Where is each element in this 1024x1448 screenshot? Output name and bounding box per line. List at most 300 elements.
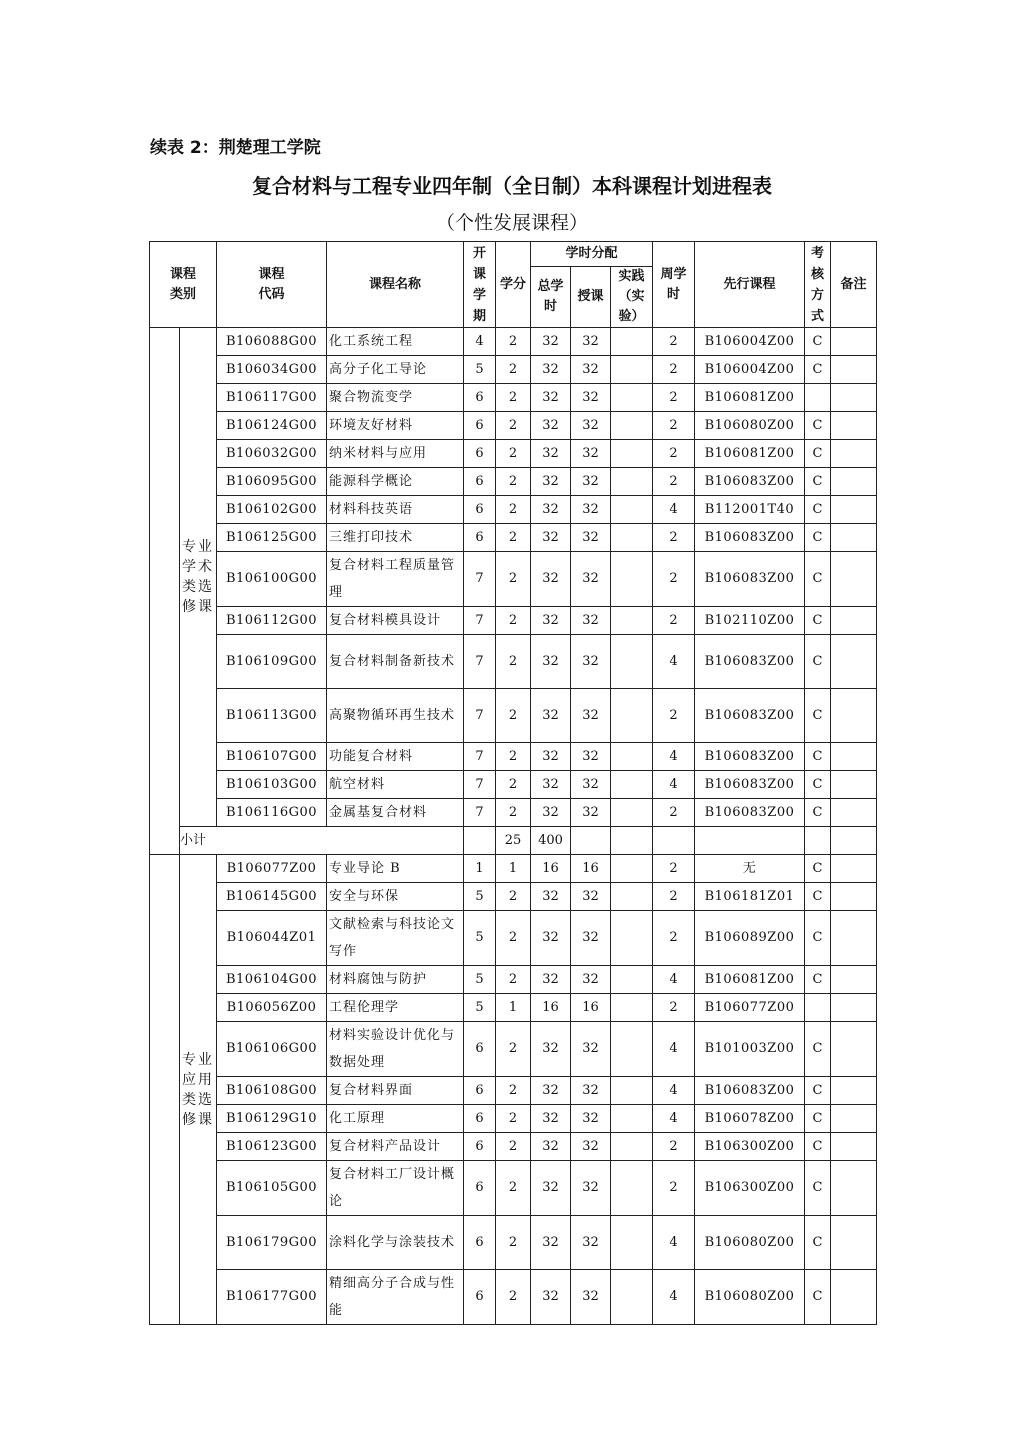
course-weekly-hours: 2	[653, 440, 695, 468]
course-exam-method: C	[805, 966, 831, 994]
course-remark	[831, 994, 877, 1022]
course-total-hours: 32	[531, 883, 571, 911]
course-code: B106103G00	[217, 771, 327, 799]
course-name: 材料科技英语	[327, 496, 464, 524]
course-total-hours: 32	[531, 524, 571, 552]
course-credit: 2	[496, 1216, 531, 1270]
course-lecture-hours: 32	[571, 328, 611, 356]
subtotal-weekly	[653, 827, 695, 855]
course-weekly-hours: 2	[653, 524, 695, 552]
course-remark	[831, 911, 877, 966]
course-exam-method: C	[805, 468, 831, 496]
course-practice-hours	[611, 994, 653, 1022]
course-semester: 7	[464, 552, 496, 607]
course-weekly-hours: 2	[653, 994, 695, 1022]
course-semester: 7	[464, 635, 496, 689]
course-credit: 2	[496, 689, 531, 743]
course-exam-method: C	[805, 1077, 831, 1105]
course-total-hours: 32	[531, 1161, 571, 1216]
course-remark	[831, 496, 877, 524]
course-semester: 6	[464, 1077, 496, 1105]
table-row	[150, 911, 877, 966]
course-weekly-hours: 2	[653, 855, 695, 883]
course-credit: 2	[496, 743, 531, 771]
course-name: 复合材料工厂设计概论	[327, 1161, 464, 1216]
course-lecture-hours: 32	[571, 1161, 611, 1216]
table-row	[150, 496, 877, 524]
table-row	[150, 994, 877, 1022]
course-name: 安全与环保	[327, 883, 464, 911]
course-code: B106109G00	[217, 635, 327, 689]
course-exam-method: C	[805, 328, 831, 356]
course-code: B106032G00	[217, 440, 327, 468]
course-prerequisite: B106004Z00	[695, 356, 805, 384]
course-semester: 6	[464, 1022, 496, 1077]
course-credit: 2	[496, 384, 531, 412]
course-name: 环境友好材料	[327, 412, 464, 440]
course-lecture-hours: 32	[571, 799, 611, 827]
course-credit: 2	[496, 412, 531, 440]
course-prerequisite: B102110Z00	[695, 607, 805, 635]
course-name: 精细高分子合成与性能	[327, 1270, 464, 1325]
course-semester: 6	[464, 1270, 496, 1325]
course-lecture-hours: 32	[571, 1105, 611, 1133]
course-semester: 7	[464, 799, 496, 827]
course-weekly-hours: 2	[653, 1133, 695, 1161]
course-credit: 2	[496, 607, 531, 635]
course-semester: 5	[464, 911, 496, 966]
subtotal-practice	[611, 827, 653, 855]
course-code: B106107G00	[217, 743, 327, 771]
course-lecture-hours: 32	[571, 966, 611, 994]
course-remark	[831, 356, 877, 384]
course-code: B106104G00	[217, 966, 327, 994]
course-total-hours: 32	[531, 1216, 571, 1270]
table-row	[150, 524, 877, 552]
table-row	[150, 689, 877, 743]
course-total-hours: 32	[531, 799, 571, 827]
course-lecture-hours: 32	[571, 552, 611, 607]
course-total-hours: 32	[531, 412, 571, 440]
course-practice-hours	[611, 911, 653, 966]
course-code: B106117G00	[217, 384, 327, 412]
course-practice-hours	[611, 440, 653, 468]
course-prerequisite: B106081Z00	[695, 966, 805, 994]
course-lecture-hours: 32	[571, 412, 611, 440]
course-exam-method: C	[805, 1216, 831, 1270]
course-total-hours: 32	[531, 607, 571, 635]
course-practice-hours	[611, 855, 653, 883]
course-remark	[831, 771, 877, 799]
course-credit: 2	[496, 799, 531, 827]
course-weekly-hours: 4	[653, 1216, 695, 1270]
course-lecture-hours: 32	[571, 1270, 611, 1325]
course-total-hours: 32	[531, 1022, 571, 1077]
course-exam-method: C	[805, 1270, 831, 1325]
course-lecture-hours: 32	[571, 883, 611, 911]
course-semester: 1	[464, 855, 496, 883]
course-semester: 6	[464, 524, 496, 552]
course-exam-method: C	[805, 412, 831, 440]
course-name: 复合材料产品设计	[327, 1133, 464, 1161]
course-lecture-hours: 32	[571, 524, 611, 552]
course-lecture-hours: 32	[571, 440, 611, 468]
course-semester: 6	[464, 1161, 496, 1216]
table-row	[150, 552, 877, 607]
category-label: 专业应用类选修课	[180, 855, 217, 1325]
table-row	[150, 1270, 877, 1325]
header-weekly-hours: 周学时	[653, 242, 695, 328]
course-total-hours: 32	[531, 328, 571, 356]
course-lecture-hours: 32	[571, 1022, 611, 1077]
course-practice-hours	[611, 607, 653, 635]
document-subtitle: （个性发展课程）	[435, 212, 588, 234]
course-total-hours: 32	[531, 468, 571, 496]
course-total-hours: 32	[531, 911, 571, 966]
course-code: B106113G00	[217, 689, 327, 743]
course-exam-method: C	[805, 689, 831, 743]
course-weekly-hours: 2	[653, 552, 695, 607]
course-lecture-hours: 32	[571, 635, 611, 689]
course-prerequisite: B101003Z00	[695, 1022, 805, 1077]
course-name: 功能复合材料	[327, 743, 464, 771]
course-remark	[831, 1161, 877, 1216]
table-row	[150, 635, 877, 689]
course-semester: 7	[464, 771, 496, 799]
course-code: B106108G00	[217, 1077, 327, 1105]
course-prerequisite: B106004Z00	[695, 328, 805, 356]
course-semester: 6	[464, 440, 496, 468]
course-remark	[831, 855, 877, 883]
course-code: B106056Z00	[217, 994, 327, 1022]
course-credit: 2	[496, 1133, 531, 1161]
course-name: 纳米材料与应用	[327, 440, 464, 468]
course-credit: 2	[496, 635, 531, 689]
table-row	[150, 1077, 877, 1105]
header-total-hours: 总学时	[531, 267, 571, 328]
course-weekly-hours: 2	[653, 468, 695, 496]
course-remark	[831, 1077, 877, 1105]
course-weekly-hours: 2	[653, 883, 695, 911]
course-weekly-hours: 4	[653, 966, 695, 994]
course-remark	[831, 468, 877, 496]
course-total-hours: 32	[531, 966, 571, 994]
course-remark	[831, 966, 877, 994]
course-credit: 2	[496, 356, 531, 384]
course-semester: 7	[464, 689, 496, 743]
course-lecture-hours: 32	[571, 1133, 611, 1161]
table-row	[150, 1022, 877, 1077]
course-remark	[831, 552, 877, 607]
subtotal-remark	[831, 827, 877, 855]
course-code: B106100G00	[217, 552, 327, 607]
course-exam-method: C	[805, 743, 831, 771]
course-total-hours: 32	[531, 384, 571, 412]
course-total-hours: 32	[531, 552, 571, 607]
course-prerequisite: B106081Z00	[695, 440, 805, 468]
course-lecture-hours: 16	[571, 994, 611, 1022]
course-practice-hours	[611, 496, 653, 524]
course-exam-method: C	[805, 356, 831, 384]
course-practice-hours	[611, 1133, 653, 1161]
course-prerequisite: B106083Z00	[695, 743, 805, 771]
category-left-margin	[150, 328, 180, 855]
course-exam-method: C	[805, 1161, 831, 1216]
course-credit: 2	[496, 1161, 531, 1216]
course-credit: 2	[496, 1270, 531, 1325]
course-credit: 2	[496, 911, 531, 966]
course-credit: 2	[496, 771, 531, 799]
course-semester: 5	[464, 966, 496, 994]
course-exam-method: C	[805, 855, 831, 883]
course-code: B106044Z01	[217, 911, 327, 966]
course-total-hours: 32	[531, 635, 571, 689]
course-remark	[831, 1022, 877, 1077]
course-prerequisite: B106083Z00	[695, 524, 805, 552]
course-credit: 2	[496, 552, 531, 607]
course-lecture-hours: 32	[571, 743, 611, 771]
subtotal-lecture	[571, 827, 611, 855]
course-exam-method: C	[805, 552, 831, 607]
course-code: B106116G00	[217, 799, 327, 827]
course-semester: 6	[464, 1105, 496, 1133]
subtotal-prereq	[695, 827, 805, 855]
course-exam-method: C	[805, 440, 831, 468]
course-remark	[831, 1216, 877, 1270]
course-semester: 7	[464, 607, 496, 635]
course-code: B106129G10	[217, 1105, 327, 1133]
course-code: B106124G00	[217, 412, 327, 440]
course-name: 聚合物流变学	[327, 384, 464, 412]
course-weekly-hours: 2	[653, 607, 695, 635]
course-prerequisite: B106078Z00	[695, 1105, 805, 1133]
course-weekly-hours: 2	[653, 384, 695, 412]
table-row	[150, 1105, 877, 1133]
course-weekly-hours: 4	[653, 1022, 695, 1077]
course-prerequisite: B106077Z00	[695, 994, 805, 1022]
course-prerequisite: B106080Z00	[695, 1216, 805, 1270]
table-row	[150, 1216, 877, 1270]
course-weekly-hours: 4	[653, 1105, 695, 1133]
course-practice-hours	[611, 1216, 653, 1270]
course-prerequisite: B106300Z00	[695, 1133, 805, 1161]
subtotal-label: 小计	[180, 827, 464, 855]
course-remark	[831, 412, 877, 440]
header-practice: 实践（实验）	[611, 267, 653, 328]
course-code: B106088G00	[217, 328, 327, 356]
course-prerequisite: B106081Z00	[695, 384, 805, 412]
subtotal-exam	[805, 827, 831, 855]
course-name: 复合材料模具设计	[327, 607, 464, 635]
course-credit: 2	[496, 524, 531, 552]
course-exam-method: C	[805, 1022, 831, 1077]
course-lecture-hours: 32	[571, 468, 611, 496]
course-semester: 5	[464, 883, 496, 911]
header-remark: 备注	[831, 242, 877, 328]
course-lecture-hours: 32	[571, 771, 611, 799]
course-practice-hours	[611, 1022, 653, 1077]
course-code: B106112G00	[217, 607, 327, 635]
course-lecture-hours: 32	[571, 1077, 611, 1105]
course-practice-hours	[611, 689, 653, 743]
course-weekly-hours: 4	[653, 771, 695, 799]
course-prerequisite: B106083Z00	[695, 1077, 805, 1105]
course-semester: 5	[464, 356, 496, 384]
course-exam-method: C	[805, 635, 831, 689]
course-total-hours: 32	[531, 496, 571, 524]
course-credit: 1	[496, 994, 531, 1022]
course-prerequisite: 无	[695, 855, 805, 883]
course-semester: 6	[464, 1133, 496, 1161]
course-code: B106077Z00	[217, 855, 327, 883]
header-credit: 学分	[496, 242, 531, 328]
course-prerequisite: B106080Z00	[695, 412, 805, 440]
course-exam-method: C	[805, 771, 831, 799]
course-total-hours: 32	[531, 1270, 571, 1325]
course-code: B106106G00	[217, 1022, 327, 1077]
subtotal-credit: 25	[496, 827, 531, 855]
course-prerequisite: B106089Z00	[695, 911, 805, 966]
course-name: 金属基复合材料	[327, 799, 464, 827]
table-row	[150, 799, 877, 827]
course-semester: 6	[464, 412, 496, 440]
course-practice-hours	[611, 1105, 653, 1133]
subtotal-total-hours: 400	[531, 827, 571, 855]
course-name: 三维打印技术	[327, 524, 464, 552]
header-hours-group: 学时分配	[531, 242, 653, 267]
course-practice-hours	[611, 412, 653, 440]
course-name: 高聚物循环再生技术	[327, 689, 464, 743]
course-credit: 1	[496, 855, 531, 883]
table-row	[150, 468, 877, 496]
course-lecture-hours: 32	[571, 911, 611, 966]
course-practice-hours	[611, 635, 653, 689]
header-prerequisite: 先行课程	[695, 242, 805, 328]
course-exam-method: C	[805, 524, 831, 552]
course-total-hours: 32	[531, 743, 571, 771]
course-plan-table	[149, 241, 877, 1325]
course-remark	[831, 440, 877, 468]
course-prerequisite: B106083Z00	[695, 635, 805, 689]
course-exam-method: C	[805, 799, 831, 827]
header-lecture: 授课	[571, 267, 611, 328]
subtotal-row	[150, 827, 877, 855]
course-credit: 2	[496, 328, 531, 356]
course-prerequisite: B106181Z01	[695, 883, 805, 911]
course-name: 专业导论 B	[327, 855, 464, 883]
course-practice-hours	[611, 1270, 653, 1325]
course-code: B106105G00	[217, 1161, 327, 1216]
course-weekly-hours: 2	[653, 328, 695, 356]
course-lecture-hours: 16	[571, 855, 611, 883]
course-practice-hours	[611, 1161, 653, 1216]
course-practice-hours	[611, 384, 653, 412]
table-row	[150, 1161, 877, 1216]
table-row	[150, 328, 877, 356]
table-row	[150, 384, 877, 412]
course-lecture-hours: 32	[571, 384, 611, 412]
course-exam-method: C	[805, 911, 831, 966]
course-lecture-hours: 32	[571, 496, 611, 524]
course-remark	[831, 1270, 877, 1325]
course-weekly-hours: 4	[653, 496, 695, 524]
course-prerequisite: B106083Z00	[695, 689, 805, 743]
header-category: 课程类别	[150, 242, 217, 328]
course-exam-method: C	[805, 883, 831, 911]
course-remark	[831, 607, 877, 635]
course-remark	[831, 1133, 877, 1161]
course-semester: 6	[464, 468, 496, 496]
course-credit: 2	[496, 1022, 531, 1077]
table-caption: 续表 2：荆楚理工学院	[150, 138, 321, 158]
table-row	[150, 1133, 877, 1161]
course-practice-hours	[611, 966, 653, 994]
course-prerequisite: B106083Z00	[695, 799, 805, 827]
course-exam-method: C	[805, 1105, 831, 1133]
course-remark	[831, 799, 877, 827]
course-code: B106123G00	[217, 1133, 327, 1161]
course-exam-method	[805, 384, 831, 412]
course-lecture-hours: 32	[571, 689, 611, 743]
course-prerequisite: B112001T40	[695, 496, 805, 524]
course-name: 材料腐蚀与防护	[327, 966, 464, 994]
course-name: 复合材料界面	[327, 1077, 464, 1105]
course-exam-method: C	[805, 496, 831, 524]
category-label: 专业学术类选修课	[180, 328, 217, 827]
course-weekly-hours: 2	[653, 1161, 695, 1216]
course-code: B106095G00	[217, 468, 327, 496]
course-exam-method: C	[805, 1133, 831, 1161]
course-prerequisite: B106083Z00	[695, 468, 805, 496]
course-name: 复合材料工程质量管理	[327, 552, 464, 607]
course-weekly-hours: 4	[653, 1077, 695, 1105]
course-total-hours: 32	[531, 689, 571, 743]
course-total-hours: 16	[531, 994, 571, 1022]
course-name: 航空材料	[327, 771, 464, 799]
table-row	[150, 883, 877, 911]
course-practice-hours	[611, 356, 653, 384]
subtotal-semester	[464, 827, 496, 855]
course-remark	[831, 635, 877, 689]
table-row	[150, 356, 877, 384]
course-weekly-hours: 2	[653, 356, 695, 384]
course-prerequisite: B106083Z00	[695, 771, 805, 799]
course-remark	[831, 883, 877, 911]
course-weekly-hours: 2	[653, 799, 695, 827]
course-code: B106125G00	[217, 524, 327, 552]
course-credit: 2	[496, 496, 531, 524]
course-semester: 7	[464, 743, 496, 771]
course-total-hours: 32	[531, 771, 571, 799]
course-name: 化工原理	[327, 1105, 464, 1133]
course-name: 高分子化工导论	[327, 356, 464, 384]
course-total-hours: 32	[531, 440, 571, 468]
course-weekly-hours: 4	[653, 743, 695, 771]
course-remark	[831, 1105, 877, 1133]
header-name: 课程名称	[327, 242, 464, 328]
course-name: 文献检索与科技论文写作	[327, 911, 464, 966]
course-remark	[831, 384, 877, 412]
course-credit: 2	[496, 883, 531, 911]
course-total-hours: 32	[531, 1105, 571, 1133]
course-practice-hours	[611, 799, 653, 827]
table-row	[150, 607, 877, 635]
course-weekly-hours: 2	[653, 911, 695, 966]
course-credit: 2	[496, 966, 531, 994]
course-weekly-hours: 4	[653, 635, 695, 689]
course-name: 化工系统工程	[327, 328, 464, 356]
course-credit: 2	[496, 468, 531, 496]
